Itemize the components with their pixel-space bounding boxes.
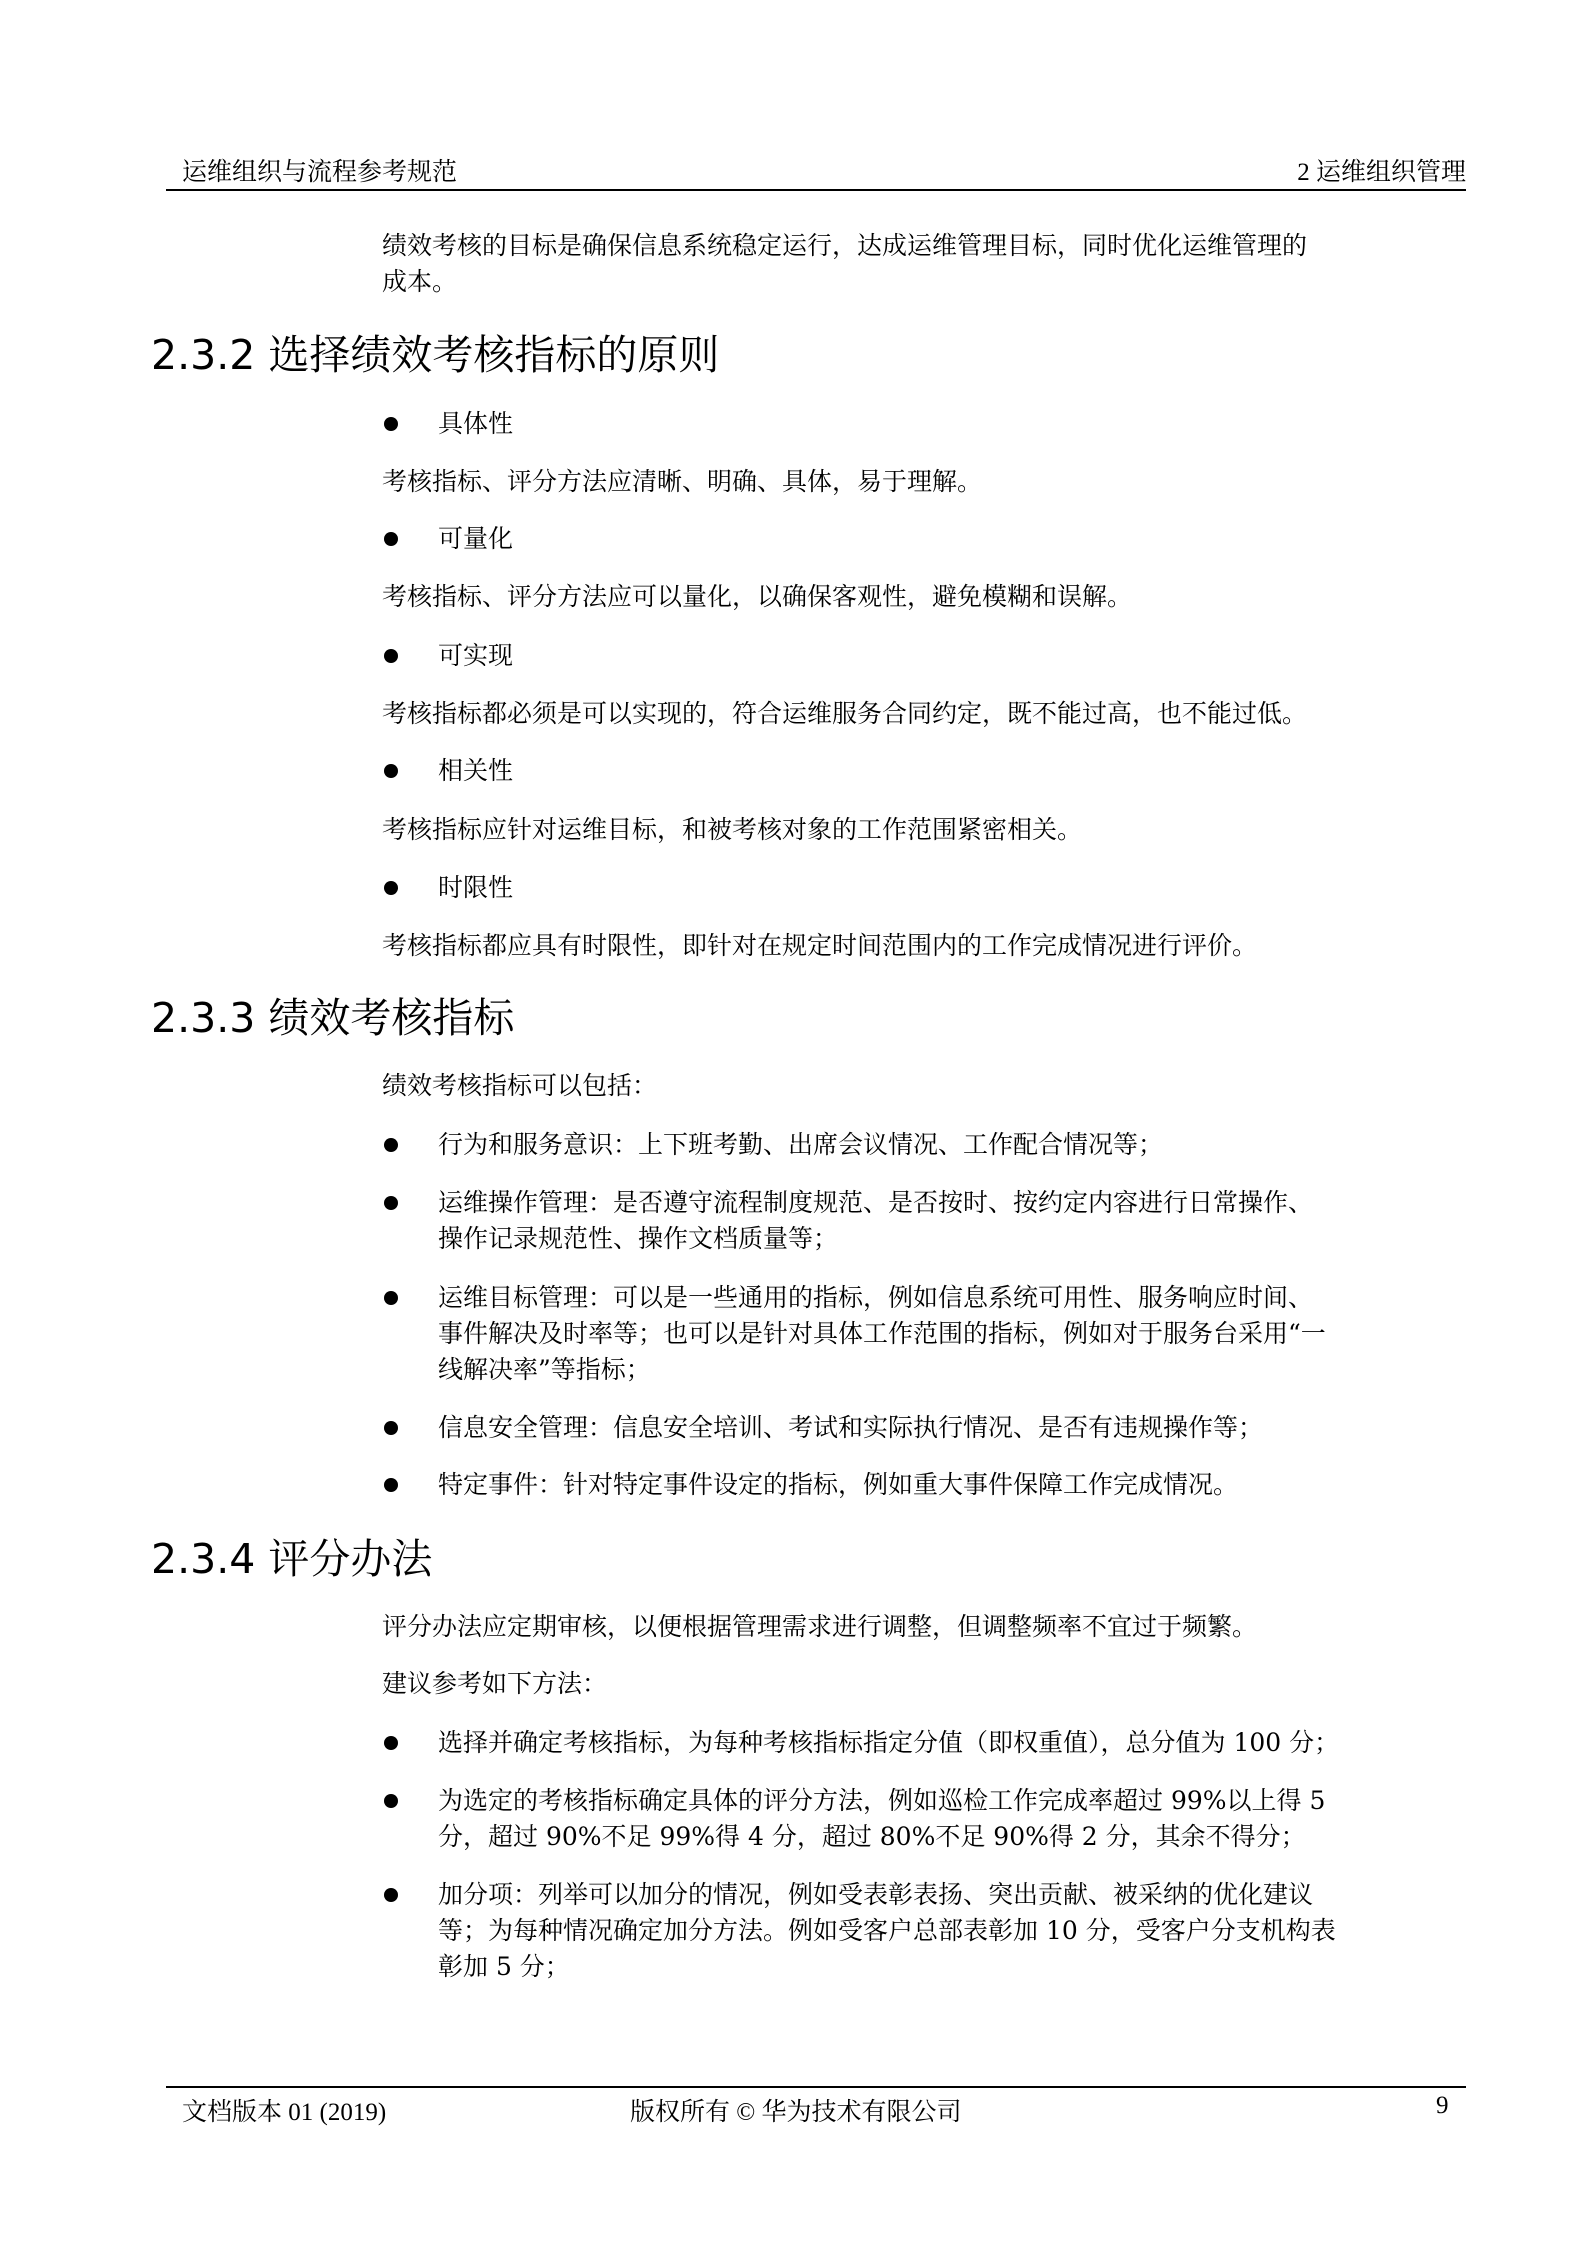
paragraph bbox=[382, 228, 1307, 300]
text-line: 等；为每种情况确定加分方法。例如受客户总部表彰加 10 分，受客户分支机构表 bbox=[438, 1916, 1336, 1945]
bullet-item bbox=[438, 1467, 1238, 1503]
running-header-title: 运维组织与流程参考规范 bbox=[182, 159, 458, 186]
bullet-item bbox=[438, 638, 513, 674]
bullet-icon bbox=[384, 1421, 398, 1435]
section-heading bbox=[151, 330, 719, 380]
text-line: 建议参考如下方法： bbox=[382, 1669, 608, 1698]
text-line: 绩效考核的目标是确保信息系统稳定运行，达成运维管理目标，同时优化运维管理的 bbox=[382, 231, 1308, 260]
text-line: 2.3.2 选择绩效考核指标的原则 bbox=[151, 331, 720, 379]
text-line: 可实现 bbox=[438, 641, 514, 670]
text-line: 考核指标、评分方法应可以量化，以确保客观性，避免模糊和误解。 bbox=[382, 582, 1133, 611]
text-line: 加分项：列举可以加分的情况，例如受表彰表扬、突出贡献、被采纳的优化建议 bbox=[438, 1880, 1314, 1909]
paragraph bbox=[382, 1068, 657, 1104]
bullet-icon bbox=[384, 1478, 398, 1492]
text-line: 为选定的考核指标确定具体的评分方法，例如巡检工作完成率超过 99%以上得 5 bbox=[438, 1786, 1326, 1815]
text-line: 成本。 bbox=[382, 267, 458, 296]
text-line: 线解决率”等指标； bbox=[438, 1355, 651, 1384]
paragraph bbox=[382, 812, 1082, 848]
running-header-chapter: 2 运维组织管理 bbox=[1297, 159, 1466, 186]
text-line: 事件解决及时率等；也可以是针对具体工作范围的指标，例如对于服务台采用“一 bbox=[438, 1319, 1326, 1348]
text-line: 可量化 bbox=[438, 524, 514, 553]
text-line: 评分办法应定期审核，以便根据管理需求进行调整，但调整频率不宜过于频繁。 bbox=[382, 1612, 1258, 1641]
bullet-item bbox=[438, 1877, 1336, 1985]
bullet-icon bbox=[384, 649, 398, 663]
bullet-item bbox=[438, 1185, 1313, 1257]
text-line: 分，超过 90%不足 99%得 4 分，超过 80%不足 90%得 2 分，其余不得分； bbox=[438, 1822, 1306, 1851]
text-line: 操作记录规范性、操作文档质量等； bbox=[438, 1224, 839, 1253]
paragraph bbox=[382, 1609, 1257, 1645]
text-line: 彰加 5 分； bbox=[438, 1952, 570, 1981]
text-line: 时限性 bbox=[438, 873, 514, 902]
bullet-icon bbox=[384, 1138, 398, 1152]
text-line: 2.3.4 评分办法 bbox=[151, 1535, 433, 1583]
paragraph bbox=[382, 928, 1257, 964]
text-line: 运维操作管理：是否遵守流程制度规范、是否按时、按约定内容进行日常操作、 bbox=[438, 1188, 1314, 1217]
paragraph bbox=[382, 579, 1132, 615]
text-line: 2.3.3 绩效考核指标 bbox=[151, 994, 515, 1042]
bullet-icon bbox=[384, 1736, 398, 1750]
text-line: 具体性 bbox=[438, 409, 514, 438]
paragraph bbox=[382, 464, 982, 500]
bullet-item bbox=[438, 1783, 1325, 1855]
bullet-item bbox=[438, 870, 513, 906]
bullet-item bbox=[438, 406, 513, 442]
text-line: 选择并确定考核指标，为每种考核指标指定分值（即权重值），总分值为 100 分； bbox=[438, 1728, 1340, 1757]
footer-rule bbox=[166, 2086, 1466, 2088]
paragraph bbox=[382, 1666, 607, 1702]
section-heading bbox=[151, 993, 514, 1043]
text-line: 考核指标都应具有时限性，即针对在规定时间范围内的工作完成情况进行评价。 bbox=[382, 931, 1258, 960]
text-line: 行为和服务意识：上下班考勤、出席会议情况、工作配合情况等； bbox=[438, 1130, 1164, 1159]
text-line: 绩效考核指标可以包括： bbox=[382, 1071, 658, 1100]
header-rule bbox=[166, 189, 1466, 191]
bullet-icon bbox=[384, 881, 398, 895]
text-line: 考核指标、评分方法应清晰、明确、具体，易于理解。 bbox=[382, 467, 983, 496]
bullet-item bbox=[438, 753, 513, 789]
bullet-item bbox=[438, 1280, 1326, 1388]
bullet-icon bbox=[384, 1291, 398, 1305]
footer-version: 文档版本 01 (2019) bbox=[182, 2099, 387, 2126]
text-line: 考核指标应针对运维目标，和被考核对象的工作范围紧密相关。 bbox=[382, 815, 1083, 844]
bullet-icon bbox=[384, 417, 398, 431]
bullet-icon bbox=[384, 532, 398, 546]
page-number: 9 bbox=[1436, 2092, 1449, 2119]
footer-copyright: 版权所有 © 华为技术有限公司 bbox=[630, 2099, 962, 2126]
bullet-icon bbox=[384, 1196, 398, 1210]
paragraph bbox=[382, 696, 1307, 732]
section-heading bbox=[151, 1534, 432, 1584]
bullet-icon bbox=[384, 1794, 398, 1808]
text-line: 相关性 bbox=[438, 756, 514, 785]
text-line: 运维目标管理：可以是一些通用的指标，例如信息系统可用性、服务响应时间、 bbox=[438, 1283, 1314, 1312]
bullet-icon bbox=[384, 764, 398, 778]
bullet-icon bbox=[384, 1888, 398, 1902]
bullet-item bbox=[438, 1725, 1339, 1761]
bullet-item bbox=[438, 521, 513, 557]
bullet-item bbox=[438, 1410, 1263, 1446]
text-line: 考核指标都必须是可以实现的，符合运维服务合同约定，既不能过高，也不能过低。 bbox=[382, 699, 1308, 728]
text-line: 特定事件：针对特定事件设定的指标，例如重大事件保障工作完成情况。 bbox=[438, 1470, 1239, 1499]
text-line: 信息安全管理：信息安全培训、考试和实际执行情况、是否有违规操作等； bbox=[438, 1413, 1264, 1442]
bullet-item bbox=[438, 1127, 1163, 1163]
